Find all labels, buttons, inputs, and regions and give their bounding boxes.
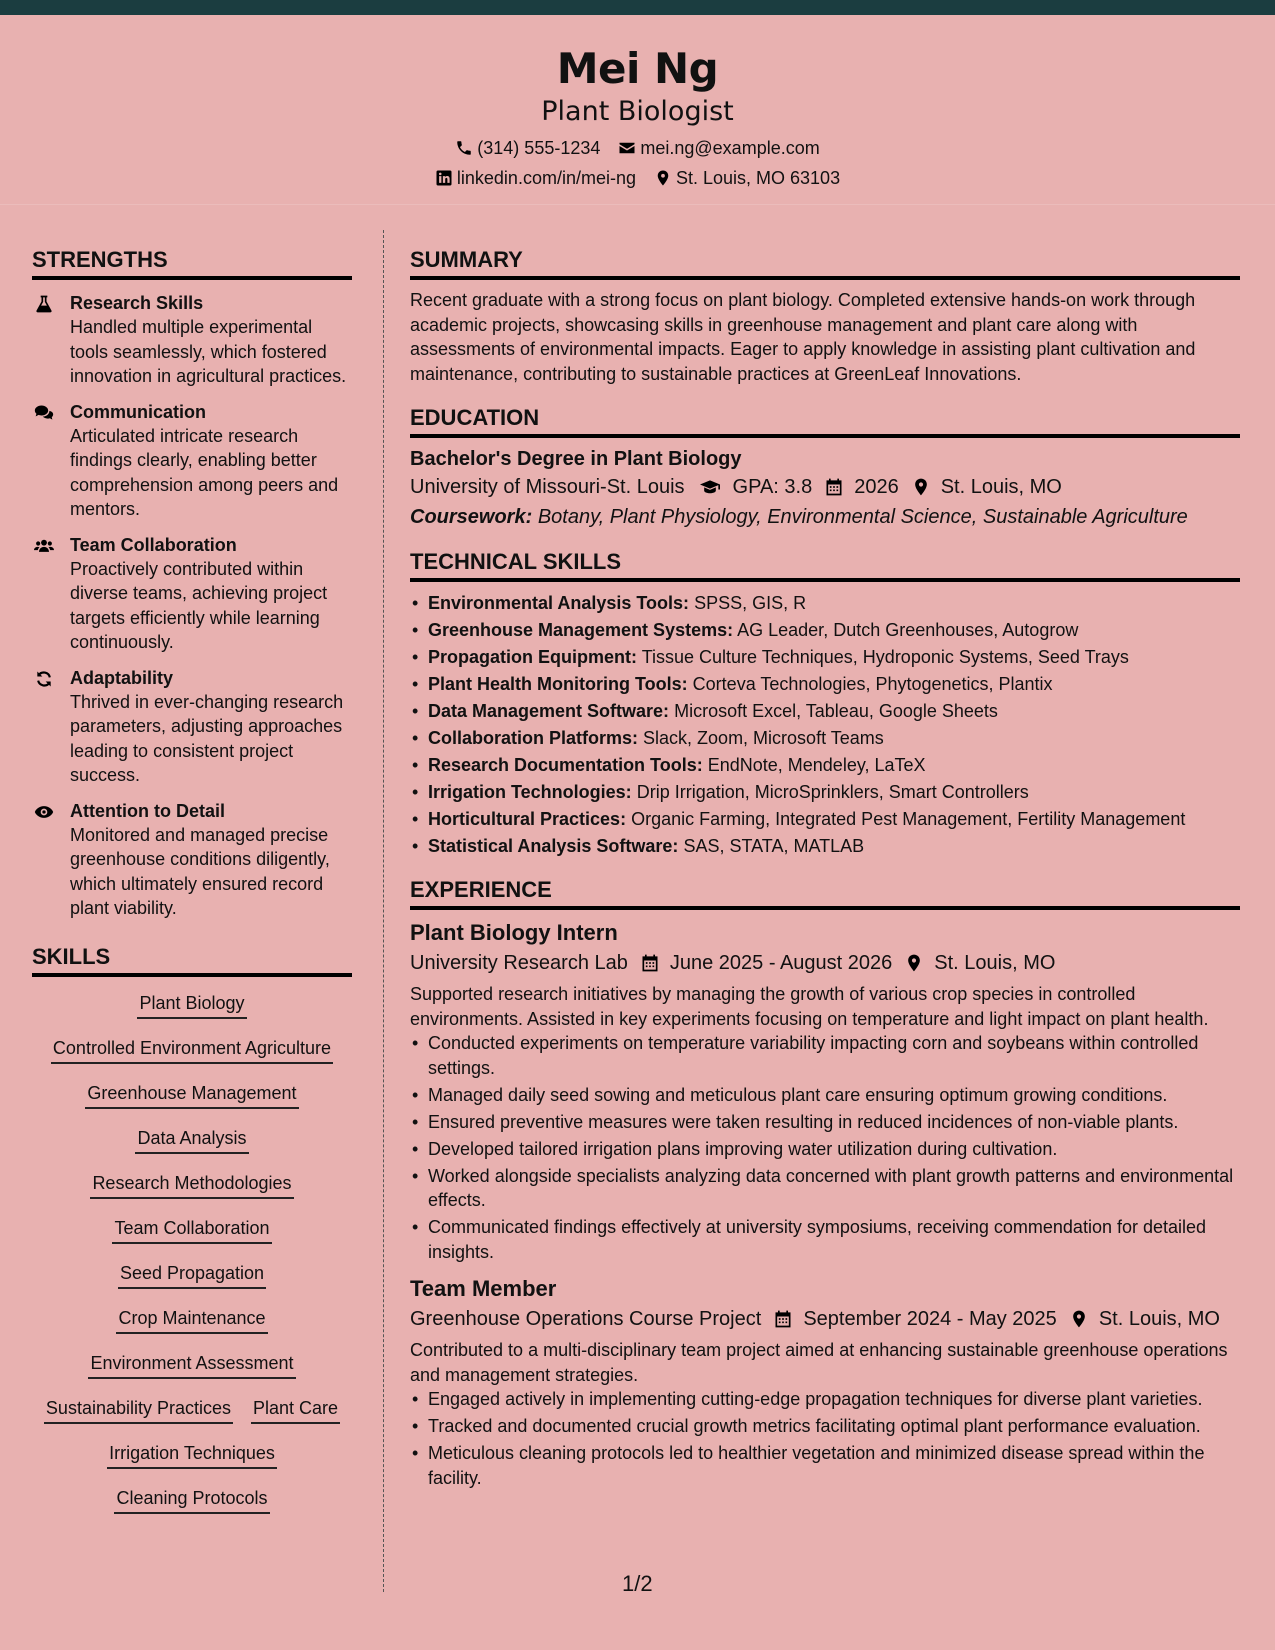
skill-tag: Crop Maintenance: [116, 1306, 267, 1334]
job-title: Plant Biology Intern: [410, 920, 618, 945]
summary-text: Recent graduate with a strong focus on plant biology. Completed extensive hands-on work through academic projects, showcasing skills in greenhouse management and plant care along with assessments of environmental impacts. Eager to apply knowledge in assisting plant cultivation and maintenance, contributing to sustainable practices at GreenLeaf Innovations.: [410, 290, 1196, 384]
strengths-heading: STRENGTHS: [32, 246, 352, 280]
skill-category: Greenhouse Management Systems:: [428, 620, 734, 640]
calendar-icon: [640, 953, 660, 973]
job-bullets: [410, 1387, 1240, 1490]
skill-row: [32, 991, 352, 1036]
skill-row: [32, 1081, 352, 1126]
skill-row: [32, 1351, 352, 1396]
list-item: • Meticulous cleaning protocols led to healthier vegetation and minimized disease spread within the facility.: [410, 1441, 1240, 1490]
skill-tag: Plant Biology: [137, 991, 246, 1019]
strength-desc: Proactively contributed within diverse teams, achieving project targets efficiently while learning continuously.: [70, 558, 328, 652]
list-item: • Engaged actively in implementing cutting-edge propagation techniques for diverse plant varieties.: [410, 1387, 1240, 1412]
list-item: [410, 752, 1240, 779]
strength-desc: Articulated intricate research findings clearly, enabling better comprehension among peers and mentors.: [70, 425, 339, 519]
skill-values: Slack, Zoom, Microsoft Teams: [643, 728, 884, 748]
skill-values: Drip Irrigation, MicroSprinklers, Smart Controllers: [636, 782, 1029, 802]
skill-tag: Controlled Environment Agriculture: [51, 1036, 333, 1064]
skill-tag: Irrigation Techniques: [107, 1441, 277, 1469]
strength-item: [32, 800, 352, 921]
coursework-label: Coursework:: [410, 506, 533, 528]
skill-row: [32, 1441, 352, 1486]
calendar-icon: [773, 1309, 793, 1329]
list-item: [410, 644, 1240, 671]
list-item: [410, 590, 1240, 617]
list-item: • Communicated findings effectively at university symposiums, receiving commendation for detailed insights.: [410, 1215, 1240, 1264]
job-meta: [410, 948, 1240, 978]
job-bullets: [410, 1031, 1240, 1264]
right-column: [410, 246, 1240, 1493]
experience-entry: [410, 918, 1240, 1264]
skill-category: Collaboration Platforms:: [428, 728, 639, 748]
list-item: [410, 725, 1240, 752]
job-meta: [410, 1304, 1240, 1334]
list-item: • Worked alongside specialists analyzing data concerned with plant growth patterns and environmental effects.: [410, 1164, 1240, 1213]
skill-row: [32, 1486, 352, 1531]
job-org: University Research Lab: [410, 952, 628, 974]
gpa-text: GPA: 3.8: [732, 476, 813, 498]
skill-row: [32, 1171, 352, 1216]
candidate-title: Plant Biologist: [541, 96, 734, 127]
list-item: [410, 806, 1240, 833]
experience-entry: [410, 1274, 1240, 1490]
eye-icon: [34, 802, 54, 822]
strength-title: Team Collaboration: [70, 534, 237, 555]
strength-title: Attention to Detail: [70, 800, 225, 821]
skill-tag: Team Collaboration: [112, 1216, 271, 1244]
skill-tag: Greenhouse Management: [85, 1081, 298, 1109]
technical-skills-list: [410, 590, 1240, 860]
skill-category: Research Documentation Tools:: [428, 755, 703, 775]
resume-body: [0, 230, 1275, 1590]
map-marker-icon: [911, 477, 931, 497]
coursework: [410, 502, 1240, 532]
skill-category: Plant Health Monitoring Tools:: [428, 674, 688, 694]
skill-tag: Environment Assessment: [88, 1351, 295, 1379]
job-dates: June 2025 - August 2026: [669, 952, 893, 974]
job-description: Supported research initiatives by managing the growth of various crop species in controlled environments. Assisted in key experiments focusing on temperature and light impact on plant health.: [410, 984, 1209, 1029]
job-location: St. Louis, MO: [934, 952, 1056, 974]
linkedin-icon: [435, 169, 453, 187]
skill-category: Irrigation Technologies:: [428, 782, 632, 802]
job-dates: September 2024 - May 2025: [803, 1308, 1057, 1330]
skill-tag: Plant Care: [251, 1396, 340, 1424]
summary-heading: SUMMARY: [410, 246, 1240, 280]
linkedin-contact[interactable]: [435, 167, 636, 189]
skill-values: Organic Farming, Integrated Pest Management, Fertility Management: [631, 809, 1186, 829]
strength-item: [32, 401, 352, 522]
strength-item: [32, 667, 352, 788]
sync-icon: [34, 669, 54, 689]
list-item: [410, 833, 1240, 860]
list-item: [410, 617, 1240, 644]
strength-title: Communication: [70, 401, 207, 422]
skill-values: SAS, STATA, MATLAB: [683, 836, 865, 856]
flask-icon: [34, 294, 54, 314]
experience-heading: EXPERIENCE: [410, 876, 1240, 910]
job-location: St. Louis, MO: [1098, 1308, 1220, 1330]
list-item: • Developed tailored irrigation plans improving water utilization during cultivation.: [410, 1137, 1240, 1162]
list-item: [410, 671, 1240, 698]
job-org: Greenhouse Operations Course Project: [410, 1308, 762, 1330]
email-text[interactable]: mei.ng@example.com: [640, 138, 820, 158]
coursework-list: Botany, Plant Physiology, Environmental Science, Sustainable Agriculture: [537, 506, 1188, 528]
comments-icon: [34, 403, 54, 423]
list-item: • Ensured preventive measures were taken resulting in reduced incidences of non-viable plants.: [410, 1110, 1240, 1135]
skill-tag: Cleaning Protocols: [114, 1486, 269, 1514]
graduation-cap-icon: [697, 477, 723, 497]
users-icon: [34, 536, 54, 556]
contact-row-1: [0, 137, 1275, 159]
phone-text: (314) 555-1234: [477, 138, 601, 158]
column-divider: [383, 230, 384, 1592]
list-item: • Conducted experiments on temperature variability impacting corn and soybeans within controlled settings.: [410, 1031, 1240, 1080]
degree-title: Bachelor's Degree in Plant Biology: [410, 448, 742, 470]
skill-category: Environmental Analysis Tools:: [428, 593, 690, 613]
skill-values: Corteva Technologies, Phytogenetics, Plantix: [692, 674, 1053, 694]
calendar-icon: [824, 477, 844, 497]
map-marker-icon: [1069, 1309, 1089, 1329]
skill-tag: Research Methodologies: [90, 1171, 293, 1199]
strength-desc: Monitored and managed precise greenhouse conditions diligently, which ultimately ensured record plant viability.: [70, 824, 330, 918]
envelope-icon: [618, 139, 636, 157]
skills-list: [32, 991, 352, 1531]
job-title: Team Member: [410, 1276, 557, 1301]
graduation-year: 2026: [854, 476, 899, 498]
skill-tag: Sustainability Practices: [44, 1396, 233, 1424]
skill-category: Data Management Software:: [428, 701, 670, 721]
skill-values: SPSS, GIS, R: [694, 593, 807, 613]
skill-tag: Seed Propagation: [118, 1261, 266, 1289]
map-marker-icon: [654, 169, 672, 187]
education-meta: [410, 472, 1240, 502]
list-item: [410, 698, 1240, 725]
technical-skills-heading: TECHNICAL SKILLS: [410, 548, 1240, 582]
skill-row: [32, 1261, 352, 1306]
skill-tag: Data Analysis: [135, 1126, 248, 1154]
list-item: • Managed daily seed sowing and meticulous plant care ensuring optimum growing conditions.: [410, 1083, 1240, 1108]
skill-row: [32, 1216, 352, 1261]
strength-desc: Handled multiple experimental tools seamlessly, which fostered innovation in agricultural practices.: [70, 317, 347, 386]
email-contact[interactable]: [618, 137, 819, 159]
strength-title: Adaptability: [70, 667, 174, 688]
top-bar: [0, 0, 1275, 15]
candidate-name: Mei Ng: [556, 44, 719, 93]
list-item: • Tracked and documented crucial growth metrics facilitating optimal plant performance evaluation.: [410, 1414, 1240, 1439]
location-text: St. Louis, MO 63103: [675, 168, 841, 188]
skill-values: AG Leader, Dutch Greenhouses, Autogrow: [737, 620, 1079, 640]
map-marker-icon: [904, 953, 924, 973]
linkedin-text[interactable]: linkedin.com/in/mei-ng: [456, 168, 636, 188]
job-description: Contributed to a multi-disciplinary team project aimed at enhancing sustainable greenhouse operations and management strategies.: [410, 1340, 1228, 1385]
skill-row: [32, 1036, 352, 1081]
skill-values: EndNote, Mendeley, LaTeX: [707, 755, 926, 775]
skill-row: [32, 1396, 352, 1441]
skill-category: Propagation Equipment:: [428, 647, 637, 667]
skill-category: Horticultural Practices:: [428, 809, 627, 829]
list-item: [410, 779, 1240, 806]
skill-values: Microsoft Excel, Tableau, Google Sheets: [674, 701, 998, 721]
phone-contact: [455, 137, 600, 159]
resume-header: [0, 15, 1275, 205]
strength-item: [32, 292, 352, 389]
strength-desc: Thrived in ever-changing research parameters, adjusting approaches leading to consistent project success.: [70, 691, 344, 785]
skill-row: [32, 1126, 352, 1171]
strength-item: [32, 534, 352, 655]
education-heading: EDUCATION: [410, 404, 1240, 438]
skill-category: Statistical Analysis Software:: [428, 836, 679, 856]
contact-row-2: [0, 167, 1275, 189]
skill-row: [32, 1306, 352, 1351]
skill-values: Tissue Culture Techniques, Hydroponic Systems, Seed Trays: [641, 647, 1129, 667]
school-name: University of Missouri-St. Louis: [410, 476, 685, 498]
education-location: St. Louis, MO: [940, 476, 1062, 498]
left-column: [32, 246, 352, 1531]
skills-heading: SKILLS: [32, 943, 352, 977]
phone-icon: [455, 139, 473, 157]
page-number: 1/2: [622, 1571, 653, 1596]
strength-title: Research Skills: [70, 293, 204, 313]
location-contact: [654, 167, 840, 189]
